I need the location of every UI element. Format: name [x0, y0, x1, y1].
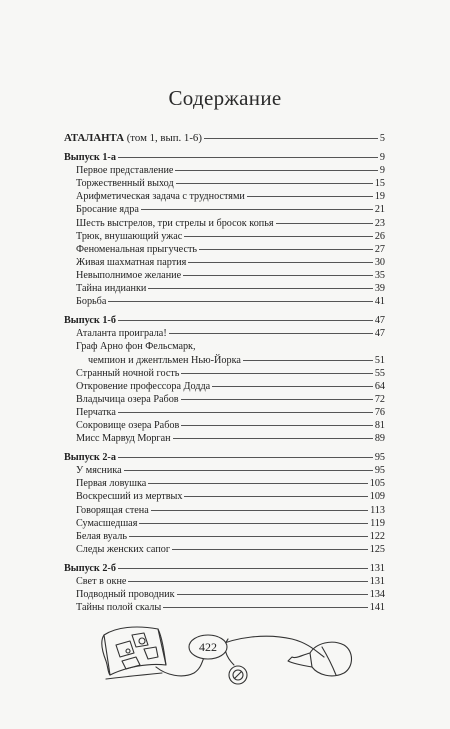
toc-chapter-entry[interactable]: [64, 588, 385, 601]
page-number: 51: [374, 354, 385, 366]
chapter-title: Мисс Марвуд Морган: [76, 433, 171, 445]
toc-section-entry[interactable]: [64, 451, 385, 464]
leader-dots: [173, 438, 373, 439]
toc-chapter-entry[interactable]: [64, 601, 385, 614]
page-number: 125: [369, 543, 385, 555]
page-number: 109: [369, 491, 385, 503]
leader-dots: [176, 183, 373, 184]
chapter-title: Невыполнимое желание: [76, 269, 182, 281]
chapter-title: Странный ночной гость: [76, 367, 180, 379]
chapter-title: Перчатка: [76, 406, 116, 418]
page-number: 39: [374, 283, 385, 295]
chapter-title: Воскресший из мертвых: [76, 491, 183, 503]
leader-dots: [129, 536, 368, 537]
toc-chapter-entry[interactable]: [64, 282, 385, 295]
section-title: Выпуск 2-а: [64, 452, 116, 464]
book-title: АТАЛАНТА: [64, 132, 125, 144]
toc-chapter-entry[interactable]: [64, 477, 385, 490]
page-number: 72: [374, 393, 385, 405]
leader-dots: [188, 262, 373, 263]
leader-dots: [276, 223, 373, 224]
toc-chapter-entry[interactable]: [64, 243, 385, 256]
decorative-illustration: [96, 617, 358, 695]
leader-dots: [108, 301, 372, 302]
toc-chapter-entry[interactable]: [64, 367, 385, 380]
toc-chapter-entry[interactable]: [64, 164, 385, 177]
chapter-title: Арифметическая задача с трудностями: [76, 191, 245, 203]
toc-chapter-entry[interactable]: [64, 419, 385, 432]
leader-dots: [118, 320, 373, 321]
page-number: 30: [374, 256, 385, 268]
page-number: 113: [370, 504, 385, 516]
page-number: 15: [374, 178, 385, 190]
toc-chapter-entry[interactable]: [64, 190, 385, 203]
toc-chapter-entry[interactable]: [64, 406, 385, 419]
section-title: Выпуск 2-б: [64, 562, 116, 574]
map-scroll-icon: [102, 627, 166, 679]
page-number: 55: [374, 367, 385, 379]
chapter-title: Трюк, внушающий ужас: [76, 230, 183, 242]
toc-chapter-entry[interactable]: [64, 575, 385, 588]
leader-dots: [118, 157, 378, 158]
leader-dots: [151, 510, 368, 511]
toc-chapter-entry[interactable]: [64, 203, 385, 216]
toc-chapter-entry-continued[interactable]: [64, 354, 385, 367]
page-number: 141: [369, 602, 385, 614]
page-number: 19: [374, 191, 385, 203]
page-number: 5: [379, 133, 385, 144]
toc-chapter-entry[interactable]: [64, 490, 385, 503]
toc-chapter-entry[interactable]: [64, 295, 385, 308]
page-number: 131: [369, 576, 385, 587]
toc-section-entry[interactable]: [64, 562, 385, 575]
page-number: 95: [374, 452, 385, 464]
leader-dots: [177, 594, 368, 595]
leader-dots: [118, 457, 373, 458]
toc-chapter-entry[interactable]: [64, 256, 385, 269]
table-of-contents: [64, 132, 385, 614]
leader-dots: [199, 249, 373, 250]
folio-number: 422: [199, 640, 217, 654]
chapter-title: Аталанта проиграла!: [76, 328, 167, 340]
chapter-title: Бросание ядра: [76, 204, 139, 216]
page-number: 27: [374, 243, 385, 255]
chapter-title: Шесть выстрелов, три стрелы и бросок копья: [76, 217, 274, 229]
page-number: 89: [374, 433, 385, 445]
toc-chapter-entry[interactable]: [64, 517, 385, 530]
leader-dots: [212, 386, 373, 387]
page-number: 26: [374, 230, 385, 242]
toc-chapter-entry[interactable]: [64, 464, 385, 477]
leader-dots: [204, 138, 378, 139]
page-number: 131: [369, 562, 385, 574]
leader-dots: [184, 496, 367, 497]
chapter-title: Феноменальная прыгучесть: [76, 243, 198, 255]
chapter-title: Говорящая стена: [76, 504, 149, 516]
page-number: 21: [374, 204, 385, 216]
toc-chapter-entry[interactable]: [64, 217, 385, 230]
leader-dots: [181, 425, 373, 426]
page-number: 81: [374, 419, 385, 431]
page-number: 134: [369, 589, 385, 601]
leader-dots: [175, 170, 377, 171]
leader-dots: [118, 412, 373, 413]
chapter-title: Сокровище озера Рабов: [76, 419, 180, 431]
chapter-title: Белая вуаль: [76, 530, 127, 542]
toc-chapter-entry[interactable]: [64, 230, 385, 243]
page-number: 105: [369, 478, 385, 490]
chapter-title: Тайна индианки: [76, 283, 147, 295]
chapter-title: Живая шахматная партия: [76, 256, 187, 268]
toc-section-entry[interactable]: [64, 314, 385, 327]
toc-chapter-entry[interactable]: [64, 504, 385, 517]
page-number: 76: [374, 406, 385, 418]
chapter-title: Откровение профессора Додда: [76, 380, 211, 392]
leader-dots: [139, 523, 368, 524]
page-number: 47: [374, 328, 385, 340]
page-number: 9: [379, 152, 385, 164]
powder-flask-icon: [288, 642, 352, 676]
toc-chapter-entry[interactable]: [64, 327, 385, 340]
chapter-title: Владычица озера Рабов: [76, 393, 179, 405]
page-number: 35: [374, 269, 385, 281]
chapter-title: Сумасшедшая: [76, 517, 138, 529]
leader-dots: [141, 209, 373, 210]
leader-dots: [181, 373, 372, 374]
page-number: 23: [374, 217, 385, 229]
toc-chapter-entry[interactable]: [64, 177, 385, 190]
toc-section-entry[interactable]: [64, 151, 385, 164]
leader-dots: [183, 275, 373, 276]
page-number: 47: [374, 315, 385, 327]
chapter-title: Свет в окне: [76, 576, 127, 587]
toc-chapter-entry[interactable]: [64, 393, 385, 406]
page-number: 9: [379, 165, 385, 177]
leader-dots: [128, 581, 367, 582]
page-number: 41: [374, 296, 385, 308]
chapter-title: Первая ловушка: [76, 478, 147, 490]
leader-dots: [118, 568, 368, 569]
book-subtitle: (том 1, вып. 1-6): [124, 132, 202, 144]
toc-chapter-entry[interactable]: [64, 380, 385, 393]
compass-icon: [225, 639, 247, 684]
chapter-title-continued: чемпион и джентльмен Нью-Йорка: [88, 354, 241, 366]
chapter-title: Граф Арно фон Фельсмарк,: [76, 341, 196, 353]
leader-dots: [169, 333, 373, 334]
leader-dots: [247, 196, 373, 197]
page-number: 122: [369, 530, 385, 542]
leader-dots: [181, 399, 373, 400]
leader-dots: [243, 360, 373, 361]
leader-dots: [163, 607, 367, 608]
chapter-title: Следы женских сапог: [76, 543, 171, 555]
leader-dots: [148, 483, 367, 484]
leader-dots: [172, 549, 368, 550]
leader-dots: [148, 288, 372, 289]
section-title: Выпуск 1-а: [64, 152, 116, 164]
leader-dots: [184, 236, 373, 237]
chapter-title: Первое представление: [76, 165, 174, 177]
section-title: Выпуск 1-б: [64, 315, 116, 327]
toc-chapter-entry[interactable]: [64, 530, 385, 543]
chapter-title: Борьба: [76, 296, 107, 308]
leader-dots: [124, 470, 373, 471]
page-title: Содержание: [168, 86, 282, 110]
toc-chapter-entry[interactable]: [64, 543, 385, 556]
chapter-title: Тайны полой скалы: [76, 602, 162, 614]
page-number: 95: [374, 465, 385, 477]
toc-chapter-entry[interactable]: [64, 269, 385, 282]
toc-chapter-entry[interactable]: [64, 340, 385, 353]
toc-book-entry[interactable]: [64, 132, 385, 145]
chapter-title: Торжественный выход: [76, 178, 174, 190]
chapter-title: У мясника: [76, 465, 122, 477]
chapter-title: Подводный проводник: [76, 589, 175, 601]
page-number: 119: [370, 517, 385, 529]
page-number: 64: [374, 380, 385, 392]
toc-chapter-entry[interactable]: [64, 432, 385, 445]
